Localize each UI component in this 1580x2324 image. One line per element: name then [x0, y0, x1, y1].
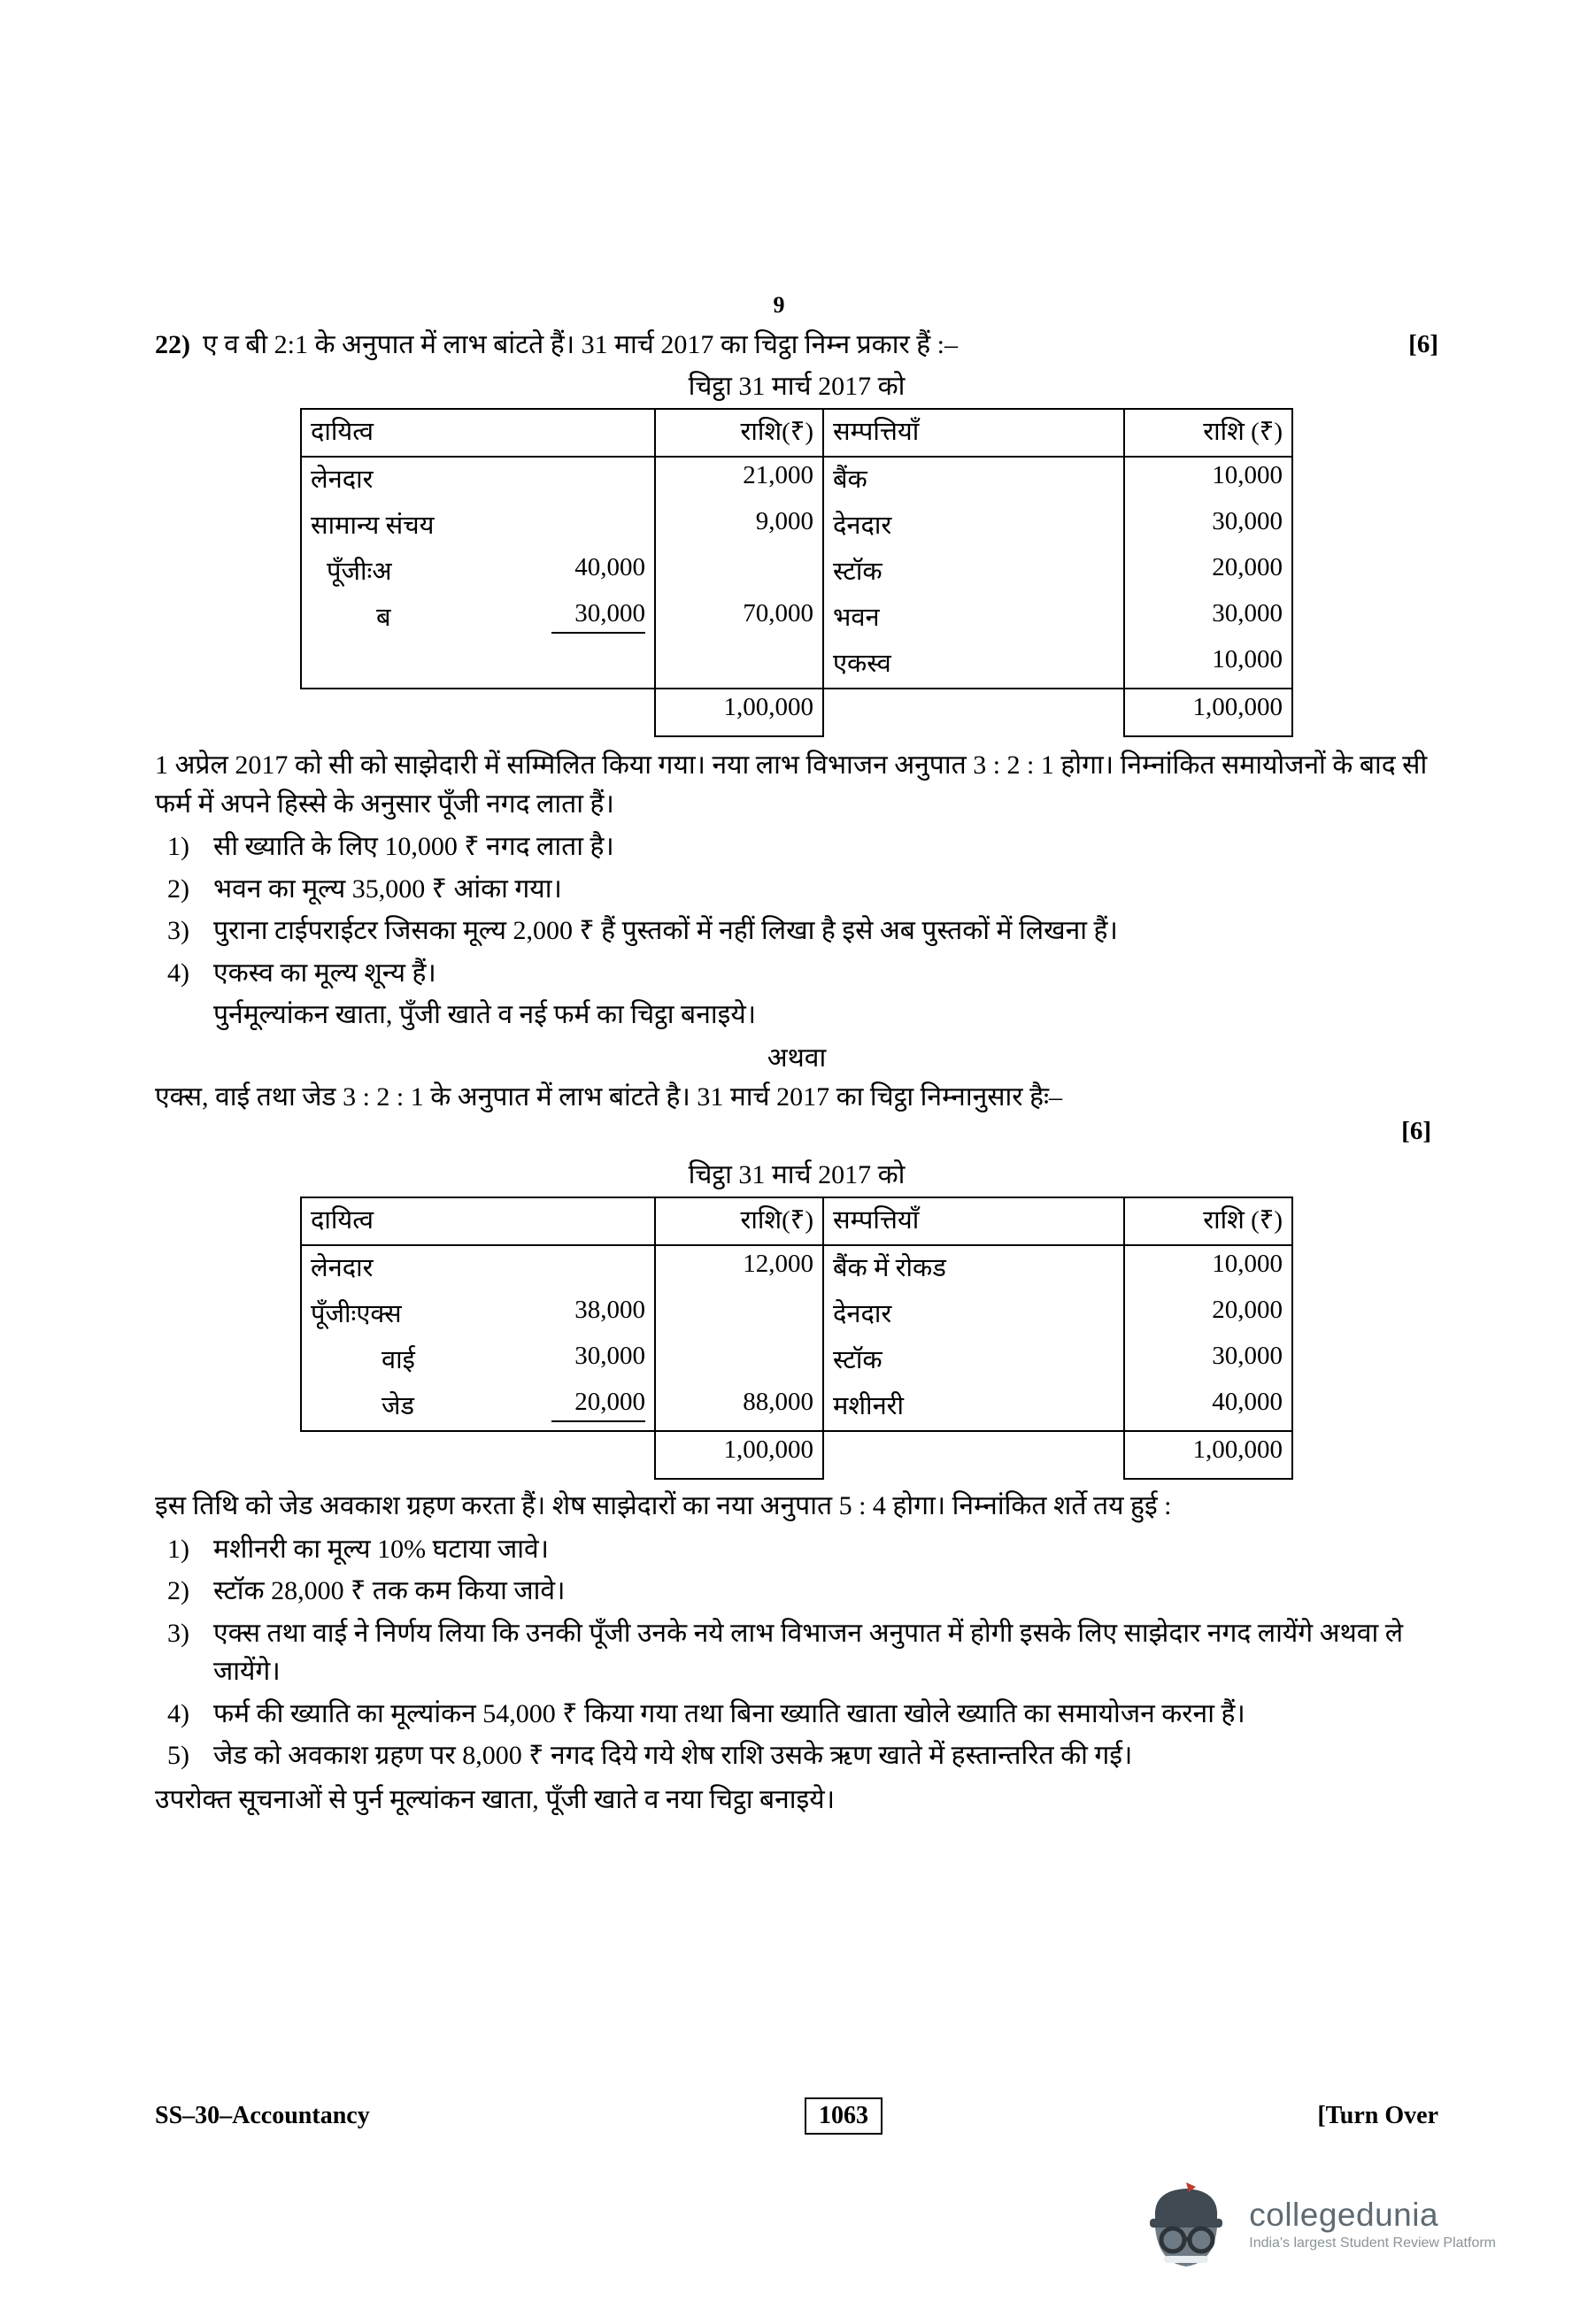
- watermark-brand: collegedunia: [1249, 2196, 1439, 2233]
- asset-amount: 10,000: [1124, 457, 1292, 504]
- header-assets: सम्पत्तियाँ: [823, 409, 1124, 457]
- collegedunia-logo-icon: [1137, 2178, 1235, 2271]
- asset-amount: 30,000: [1124, 504, 1292, 550]
- capital-label-b: ब: [376, 603, 391, 632]
- list-item-text: एक्स तथा वाई ने निर्णय लिया कि उनकी पूँजी उनके नये लाभ विभाजन अनुपात में होगी इसके लिए साझेदार नगद लायेंगे अथवा ले जायेंगे।: [213, 1618, 1404, 1687]
- table-row: [301, 1338, 1292, 1384]
- table-row: [301, 1292, 1292, 1338]
- list-item: [155, 1572, 1438, 1611]
- liability-amount: 9,000: [655, 504, 823, 550]
- capital-value-y: 30,000: [574, 1342, 645, 1371]
- table-row: [301, 550, 1292, 596]
- header-amount-asset: राशि (₹): [1124, 409, 1292, 457]
- liability-amount: 88,000: [655, 1384, 823, 1431]
- capital-label-x: पूँजीःएक्स: [311, 1300, 402, 1329]
- liability-name: लेनदार: [301, 457, 655, 504]
- list-item-number: 4): [167, 1698, 189, 1728]
- list-item: [155, 1695, 1438, 1734]
- list-item-number: 4): [167, 958, 189, 988]
- list-item-text: स्टॉक 28,000 ₹ तक कम किया जावे।: [213, 1576, 566, 1606]
- list-item: [155, 1530, 1438, 1569]
- liability-name: [301, 642, 655, 689]
- total-blank: [301, 1431, 655, 1479]
- header-amount-liab: राशि(₹): [655, 1197, 823, 1245]
- list-item: [155, 912, 1438, 950]
- header-assets: सम्पत्तियाँ: [823, 1197, 1124, 1245]
- liability-name: लेनदार: [301, 1245, 655, 1292]
- list-item: [155, 870, 1438, 909]
- question-marks: [6]: [1408, 330, 1438, 358]
- question-text: ए व बी 2:1 के अनुपात में लाभ बांटते हैं। 31 मार्च 2017 का चिट्ठा निम्न प्रकार हैं :–: [203, 330, 959, 359]
- asset-amount: 40,000: [1124, 1384, 1292, 1431]
- collegedunia-watermark: [1137, 2178, 1496, 2271]
- list-item-number: 1): [167, 832, 189, 862]
- alternative-label: अथवा: [767, 1043, 827, 1073]
- asset-name: देनदार: [823, 1292, 1124, 1338]
- asset-name: मशीनरी: [823, 1384, 1124, 1431]
- table-row: [301, 642, 1292, 689]
- capital-line-b: [301, 596, 655, 642]
- list-item-number: 5): [167, 1741, 189, 1771]
- liability-amount: 21,000: [655, 457, 823, 504]
- table-row: [301, 1384, 1292, 1431]
- liability-amount: 12,000: [655, 1245, 823, 1292]
- asset-name: भवन: [823, 596, 1124, 642]
- capital-label-z: जेड: [382, 1392, 415, 1421]
- asset-name: देनदार: [823, 504, 1124, 550]
- asset-name: बैंक: [823, 457, 1124, 504]
- footer-subject: SS–30–Accountancy: [155, 2102, 370, 2129]
- alternative-closing: उपरोक्त सूचनाओं से पुर्न मूल्यांकन खाता, पूँजी खाते व नया चिट्ठा बनाइये।: [155, 1784, 836, 1814]
- footer-paper-code: 1063: [805, 2097, 882, 2135]
- table2-title: चिट्ठा 31 मार्च 2017 को: [688, 1160, 906, 1190]
- capital-line-a: [301, 550, 655, 596]
- capital-value-x: 38,000: [574, 1296, 645, 1325]
- asset-amount: 30,000: [1124, 596, 1292, 642]
- total-blank: [301, 689, 655, 736]
- asset-name: एकस्व: [823, 642, 1124, 689]
- table-total-row: [301, 689, 1292, 736]
- liability-amount: [655, 642, 823, 689]
- list-item-number: 1): [167, 1534, 189, 1564]
- page-footer: [155, 2097, 1438, 2135]
- header-amount-asset: राशि (₹): [1124, 1197, 1292, 1245]
- asset-name: बैंक में रोकड: [823, 1245, 1124, 1292]
- list-item-number: 2): [167, 1576, 189, 1606]
- total-assets: 1,00,000: [1124, 689, 1292, 736]
- capital-value-z: 20,000: [551, 1388, 645, 1422]
- liability-amount: [655, 550, 823, 596]
- table-row: [301, 504, 1292, 550]
- table-row: [301, 457, 1292, 504]
- alternative-conditions: [155, 1530, 1438, 1775]
- list-item: [155, 1736, 1438, 1775]
- list-item-number: 3): [167, 1618, 189, 1648]
- list-item: [155, 954, 1438, 993]
- asset-amount: 20,000: [1124, 550, 1292, 596]
- list-item-number: 2): [167, 873, 189, 904]
- header-liabilities: दायित्व: [301, 409, 655, 457]
- capital-line-y: [301, 1338, 655, 1384]
- page-content: [155, 292, 1438, 1820]
- total-blank-2: [823, 689, 1124, 736]
- alternative-marks: [6]: [1401, 1117, 1431, 1146]
- question-22-heading: [155, 326, 1438, 365]
- list-item-number: 3): [167, 916, 189, 946]
- liability-amount: 70,000: [655, 596, 823, 642]
- total-blank-2: [823, 1431, 1124, 1479]
- capital-line-x: [301, 1292, 655, 1338]
- table-header-row: [301, 1197, 1292, 1245]
- alternative-text: एक्स, वाई तथा जेड 3 : 2 : 1 के अनुपात में लाभ बांटते है। 31 मार्च 2017 का चिट्ठा निम्नानुसार हैः–: [155, 1081, 1063, 1112]
- balance-sheet-2-wrapper: [155, 1197, 1438, 1480]
- asset-amount: 10,000: [1124, 1245, 1292, 1292]
- liability-name: सामान्य संचय: [301, 504, 655, 550]
- header-amount-liab: राशि(₹): [655, 409, 823, 457]
- question-number: 22): [155, 330, 190, 359]
- list-item-text: फर्म की ख्याति का मूल्यांकन 54,000 ₹ किया गया तथा बिना ख्याति खाता खोले ख्याति का समायोजन करना हैं।: [213, 1698, 1245, 1728]
- asset-name: स्टॉक: [823, 1338, 1124, 1384]
- question-22-body-para: 1 अप्रेल 2017 को सी को साझेदारी में सम्मिलित किया गया। नया लाभ विभाजन अनुपात 3 : 2 : 1 होगा। निम्नांकित समायोजनों के बाद सी फर्म में अपने हिस्से के अनुसार पूँजी नगद लाता हैं।: [155, 750, 1428, 819]
- watermark-tagline: India's largest Student Review Platform: [1249, 2235, 1496, 2251]
- table1-title: चिट्ठा 31 मार्च 2017 को: [688, 371, 906, 401]
- balance-sheet-1-wrapper: [155, 408, 1438, 737]
- list-item: [155, 827, 1438, 866]
- list-item-text: एकस्व का मूल्य शून्य हैं।: [213, 958, 436, 988]
- total-liabilities: 1,00,000: [655, 1431, 823, 1479]
- liability-amount: [655, 1292, 823, 1338]
- page-number: 9: [773, 292, 785, 318]
- capital-line-z: [301, 1384, 655, 1431]
- total-assets: 1,00,000: [1124, 1431, 1292, 1479]
- total-liabilities: 1,00,000: [655, 689, 823, 736]
- list-closing: [155, 996, 1438, 1035]
- list-item-text: जेड को अवकाश ग्रहण पर 8,000 ₹ नगद दिये गये शेष राशि उसके ऋण खाते में हस्तान्तरित की गई।: [213, 1741, 1133, 1771]
- asset-name: स्टॉक: [823, 550, 1124, 596]
- question-22-adjustments: [155, 827, 1438, 1035]
- footer-turn-over: [Turn Over: [1317, 2102, 1438, 2129]
- alternative-body-para: इस तिथि को जेड अवकाश ग्रहण करता हैं। शेष साझेदारों का नया अनुपात 5 : 4 होगा। निम्नांकित शर्ते तय हुई :: [155, 1491, 1172, 1521]
- table-total-row: [301, 1431, 1292, 1479]
- list-item: [155, 1614, 1438, 1691]
- list-item-text: सी ख्याति के लिए 10,000 ₹ नगद लाता है।: [213, 832, 614, 862]
- table-row: [301, 596, 1292, 642]
- balance-sheet-table-2: [300, 1197, 1293, 1480]
- closing-instruction: पुर्नमूल्यांकन खाता, पुँजी खाते व नई फर्म का चिट्ठा बनाइये।: [213, 1000, 757, 1030]
- asset-amount: 30,000: [1124, 1338, 1292, 1384]
- asset-amount: 20,000: [1124, 1292, 1292, 1338]
- list-item-text: मशीनरी का मूल्य 10% घटाया जावे।: [213, 1534, 550, 1564]
- capital-value-a: 40,000: [574, 552, 645, 581]
- list-item-text: पुराना टाईपराईटर जिसका मूल्य 2,000 ₹ हैं पुस्तकों में नहीं लिखा है इसे अब पुस्तकों में लिखना हैं।: [213, 916, 1118, 946]
- capital-label-a: पूँजीःअ: [327, 557, 392, 586]
- table-row: [301, 1245, 1292, 1292]
- capital-label-y: वाई: [382, 1346, 415, 1375]
- header-liabilities: दायित्व: [301, 1197, 655, 1245]
- table-header-row: [301, 409, 1292, 457]
- list-item-text: भवन का मूल्य 35,000 ₹ आंका गया।: [213, 873, 562, 904]
- balance-sheet-table-1: [300, 408, 1293, 737]
- asset-amount: 10,000: [1124, 642, 1292, 689]
- capital-value-b: 30,000: [551, 599, 645, 634]
- liability-amount: [655, 1338, 823, 1384]
